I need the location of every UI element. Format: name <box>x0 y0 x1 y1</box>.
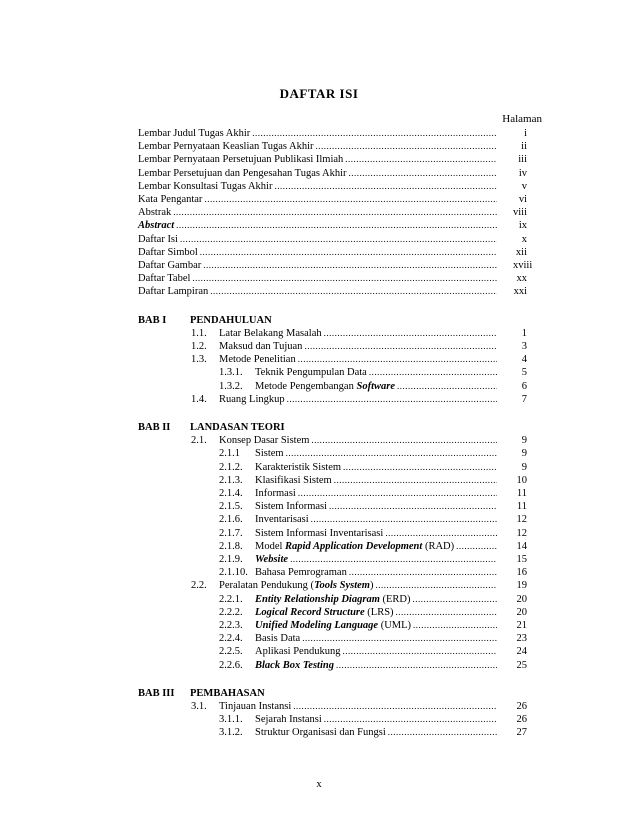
toc-entry-label <box>138 180 272 193</box>
toc-entry-number: 2.1.2. <box>219 461 243 473</box>
dot-leader <box>298 487 497 500</box>
toc-entry <box>138 167 527 180</box>
dot-leader <box>388 726 497 739</box>
toc-entry <box>138 180 527 193</box>
toc-entry-label <box>255 566 347 579</box>
dot-leader <box>396 606 497 619</box>
toc-entry-label <box>219 434 309 447</box>
dot-leader <box>298 353 497 366</box>
toc-entry-text: Konsep Dasar Sistem <box>219 435 310 447</box>
dot-leader <box>210 285 497 298</box>
chapter-heading <box>138 687 518 700</box>
toc-entry-italic-term: Software <box>356 380 395 392</box>
toc-entry-text: Ruang Lingkup <box>219 393 285 405</box>
toc-entry <box>138 153 527 166</box>
toc-entry <box>219 527 527 540</box>
toc-entry-label <box>255 726 386 739</box>
toc-entry-text: Lembar Persetujuan dan Pengesahan Tugas Akhir <box>138 167 347 179</box>
toc-entry <box>219 606 527 619</box>
toc-entry <box>219 632 527 645</box>
toc-entry <box>138 219 527 232</box>
toc-entry-text: Sistem Informasi Inventarisasi <box>255 527 384 539</box>
toc-entry-label <box>255 513 309 526</box>
dot-leader <box>173 206 497 219</box>
dot-leader <box>316 140 497 153</box>
toc-entry-number: 2.1. <box>191 435 207 447</box>
toc-entry <box>219 513 527 526</box>
toc-entry <box>138 285 527 298</box>
toc-entry-page: 4 <box>521 354 527 366</box>
toc-entry <box>138 246 527 259</box>
toc-entry <box>219 619 527 632</box>
toc-entry <box>191 353 527 366</box>
toc-entry-label <box>138 206 171 219</box>
dot-leader <box>286 447 497 460</box>
toc-entry-number: 2.1.7. <box>219 527 243 539</box>
toc-entry-page: 20 <box>516 606 527 618</box>
toc-entry-text: Lembar Judul Tugas Akhir <box>138 128 251 139</box>
dot-leader <box>413 619 497 632</box>
toc-entry-number: 3.1.2. <box>219 727 243 739</box>
toc-entry-label <box>138 167 347 180</box>
dot-leader <box>324 713 497 726</box>
dot-leader <box>349 566 497 579</box>
toc-entry <box>138 233 527 246</box>
toc-entry-label <box>255 527 383 540</box>
toc-entry-page: 26 <box>516 701 527 712</box>
dot-leader <box>375 579 497 592</box>
toc-entry-number: 1.2. <box>191 341 207 352</box>
toc-entry-label <box>138 153 343 166</box>
toc-entry-suffix: (LRS) <box>364 606 394 618</box>
toc-entry <box>191 434 527 447</box>
dot-leader <box>311 513 497 526</box>
toc-entry-label <box>255 606 394 619</box>
toc-entry-text: Daftar Tabel <box>138 273 191 285</box>
toc-entry-label <box>255 713 322 726</box>
toc-entry-suffix: (RAD) <box>422 540 455 552</box>
toc-entry-page: 3 <box>521 341 527 352</box>
toc-entry-text: Sistem Informasi <box>255 501 328 513</box>
toc-entry <box>219 713 527 726</box>
toc-entry-text: Daftar Lampiran <box>138 286 209 298</box>
toc-entry <box>191 393 527 406</box>
toc-entry-label <box>138 219 174 232</box>
toc-entry-text: Maksud dan Tujuan <box>219 341 303 352</box>
toc-entry-page: 1 <box>521 327 527 339</box>
toc-entry-label <box>219 327 322 340</box>
toc-entry-number: 1.1. <box>191 327 207 339</box>
toc-entry <box>191 327 527 340</box>
toc-entry-page: 26 <box>516 714 527 726</box>
toc-entry-label <box>255 447 284 460</box>
toc-entry-label <box>255 553 288 566</box>
toc-entry-text: Aplikasi Pendukung <box>255 646 341 658</box>
toc-entry-label <box>255 366 367 379</box>
toc-entry-label <box>255 593 410 606</box>
toc-entry-page: xxi <box>513 286 527 298</box>
toc-entry-number: 2.2.6. <box>219 659 243 671</box>
toc-entry-label <box>219 579 373 592</box>
toc-entry-text: Teknik Pengumpulan Data <box>255 367 367 379</box>
toc-entry-text: Abstract <box>138 220 175 232</box>
toc-entry-suffix: (UML) <box>378 620 412 631</box>
dot-leader <box>311 434 497 447</box>
dot-leader <box>252 127 497 140</box>
toc-entry-page: i <box>524 128 527 139</box>
dot-leader <box>200 246 497 259</box>
toc-entry-number: 2.2.1. <box>219 593 243 605</box>
toc-entry-page: 21 <box>516 620 527 631</box>
toc-entry-label <box>255 619 411 632</box>
chapter-title: PEMBAHASAN <box>190 687 265 699</box>
dot-leader <box>349 167 497 180</box>
toc-entry <box>138 140 527 153</box>
toc-entry-text: Metode Penelitian <box>219 354 296 366</box>
chapter-number: BAB III <box>138 687 175 699</box>
toc-entry-number: 2.1.6. <box>219 514 243 526</box>
toc-entry <box>138 206 527 219</box>
toc-entry-label <box>138 272 190 285</box>
toc-entry-page: 11 <box>516 488 527 499</box>
toc-entry-italic-term: Website <box>255 554 289 565</box>
toc-entry-label <box>219 353 296 366</box>
toc-entry-number: 2.2.4. <box>219 633 243 645</box>
dot-leader <box>334 474 497 487</box>
toc-entry-page: 6 <box>521 380 527 392</box>
toc-entry-label <box>138 193 202 206</box>
toc-entry-italic-term: Black Box Testing <box>255 659 334 671</box>
toc-entry-text: Lembar Pernyataan Keaslian Tugas Akhir <box>138 141 314 153</box>
toc-entry-page: 11 <box>516 501 527 513</box>
toc-entry-italic-term: Tools System <box>314 580 370 592</box>
toc-entry-number: 2.1.9. <box>219 554 243 565</box>
toc-entry-label <box>255 461 341 474</box>
toc-entry-text: Metode Pengembangan <box>255 380 357 392</box>
toc-entry-text: Lembar Konsultasi Tugas Akhir <box>138 180 273 192</box>
toc-entry-number: 2.2.2. <box>219 606 243 618</box>
toc-entry-text: Daftar Gambar <box>138 260 202 271</box>
toc-entry-text: Basis Data <box>255 633 301 645</box>
toc-entry-label <box>219 393 285 406</box>
toc-entry-page: 10 <box>516 474 527 486</box>
toc-entry-page: 7 <box>521 393 527 405</box>
toc-entry-page: 12 <box>516 527 527 539</box>
toc-entry <box>219 461 527 474</box>
toc-entry-page: 27 <box>516 727 527 739</box>
dot-leader <box>304 340 497 353</box>
toc-entry <box>219 474 527 487</box>
toc-entry-label <box>255 540 454 553</box>
toc-entry-page: x <box>521 233 527 245</box>
toc-entry-page: xx <box>516 273 527 285</box>
toc-entry-page: v <box>521 180 527 192</box>
dot-leader <box>345 153 497 166</box>
toc-entry-page: vi <box>518 194 527 205</box>
toc-entry-number: 3.1.1. <box>219 714 243 726</box>
toc-entry-text: Karakteristik Sistem <box>255 461 342 473</box>
toc-entry-page: xviii <box>513 260 533 271</box>
toc-entry-page: ii <box>521 141 527 153</box>
toc-entry-label <box>138 127 250 140</box>
dot-leader <box>456 540 497 553</box>
toc-entry-number: 2.1.10. <box>219 567 248 579</box>
toc-entry-suffix: ) <box>369 580 374 592</box>
toc-entry-label <box>219 340 302 353</box>
toc-entry <box>191 579 527 592</box>
toc-entry-number: 2.1.4. <box>219 488 243 499</box>
toc-entry-number: 2.2. <box>191 580 207 592</box>
toc-entry-text: Inventarisasi <box>255 514 309 526</box>
toc-entry-page: 16 <box>516 567 527 579</box>
toc-entry-page: xii <box>515 246 527 258</box>
toc-entry-number: 2.1.5. <box>219 501 243 513</box>
toc-entry-page: 9 <box>521 435 527 447</box>
toc-entry-number: 3.1. <box>191 701 207 712</box>
page-number-footer: x <box>316 779 322 790</box>
dot-leader <box>412 593 497 606</box>
dot-leader <box>385 527 497 540</box>
toc-entry <box>191 700 527 713</box>
toc-entry <box>219 566 527 579</box>
page-title: DAFTAR ISI <box>279 86 359 101</box>
toc-entry-number: 1.3.2. <box>219 380 243 392</box>
dot-leader <box>180 233 497 246</box>
toc-entry <box>219 726 527 739</box>
toc-entry-text: Abstrak <box>138 207 172 219</box>
toc-entry-number: 2.2.5. <box>219 646 243 658</box>
toc-entry-page: 9 <box>521 461 527 473</box>
dot-leader <box>343 461 497 474</box>
dot-leader <box>203 259 497 272</box>
toc-entry-page: 15 <box>516 554 527 565</box>
toc-entry-text: Peralatan Pendukung ( <box>219 580 315 592</box>
toc-entry <box>138 193 527 206</box>
toc-entry-number: 2.1.8. <box>219 540 243 552</box>
toc-entry <box>219 487 527 500</box>
toc-entry-text: Tinjauan Instansi <box>219 701 292 712</box>
toc-entry-text: Daftar Isi <box>138 233 178 245</box>
dot-leader <box>176 219 497 232</box>
toc-entry <box>219 500 527 513</box>
toc-entry-italic-term: Rapid Application Development <box>285 540 423 552</box>
toc-entry-text: Lembar Pernyataan Persetujuan Publikasi Ilmiah <box>138 154 344 166</box>
toc-entry-label <box>255 487 296 500</box>
toc-entry-italic-term: Unified Modeling Language <box>255 620 379 631</box>
toc-entry-page: iv <box>518 167 527 179</box>
toc-entry-number: 1.4. <box>191 393 207 405</box>
toc-entry-label <box>255 380 395 393</box>
toc-entry <box>219 659 527 672</box>
dot-leader <box>324 327 497 340</box>
dot-leader <box>329 500 497 513</box>
dot-leader <box>274 180 497 193</box>
toc-entry <box>219 553 527 566</box>
toc-entry <box>138 259 533 272</box>
toc-entry-label <box>255 500 327 513</box>
chapter-heading <box>138 421 518 434</box>
toc-entry-label <box>219 700 291 713</box>
chapter-title: PENDAHULUAN <box>190 314 272 326</box>
toc-entry-text: Bahasa Pemrograman <box>255 567 347 579</box>
toc-entry-number: 2.2.3. <box>219 620 243 631</box>
dot-leader <box>293 700 497 713</box>
dot-leader <box>336 659 497 672</box>
toc-entry-page: 12 <box>516 514 527 526</box>
toc-entry-text: Daftar Simbol <box>138 246 198 258</box>
toc-entry-number: 2.1.1 <box>219 448 240 460</box>
halaman-header: Halaman <box>502 113 542 125</box>
chapter-heading <box>138 314 518 327</box>
toc-entry-page: 9 <box>521 448 527 460</box>
toc-entry-label <box>138 140 314 153</box>
toc-entry <box>219 366 527 379</box>
toc-entry-text: Model <box>255 540 286 552</box>
chapter-number: BAB I <box>138 314 167 326</box>
dot-leader <box>397 380 497 393</box>
toc-entry-page: 5 <box>521 367 527 379</box>
toc-entry-number: 1.3. <box>191 354 207 366</box>
toc-entry-page: 25 <box>516 659 527 671</box>
toc-entry-text: Klasifikasi Sistem <box>255 474 332 486</box>
toc-entry <box>219 645 527 658</box>
toc-entry-text: Informasi <box>255 488 296 499</box>
toc-entry-page: 14 <box>516 540 527 552</box>
toc-entry-label <box>138 233 178 246</box>
toc-entry <box>219 593 527 606</box>
toc-entry <box>219 540 527 553</box>
toc-entry-text: Struktur Organisasi dan Fungsi <box>255 727 386 739</box>
dot-leader <box>192 272 497 285</box>
toc-entry-page: iii <box>518 154 527 166</box>
chapter-number: BAB II <box>138 422 171 433</box>
toc-entry-text: Sejarah Instansi <box>255 714 322 726</box>
toc-entry-page: 20 <box>516 593 527 605</box>
toc-entry-page: ix <box>518 220 527 232</box>
dot-leader <box>369 366 497 379</box>
toc-entry-label <box>138 285 208 298</box>
dot-leader <box>290 553 497 566</box>
dot-leader <box>287 393 497 406</box>
dot-leader <box>302 632 497 645</box>
toc-entry-italic-term: Entity Relationship Diagram <box>255 593 380 605</box>
toc-entry-page: 24 <box>516 646 527 658</box>
toc-entry-page: viii <box>513 207 528 219</box>
toc-entry-label <box>138 246 198 259</box>
toc-entry <box>191 340 527 353</box>
toc-entry-text: Latar Belakang Masalah <box>219 327 322 339</box>
toc-entry-number: 1.3.1. <box>219 367 243 379</box>
toc-entry-text: Sistem <box>255 448 284 460</box>
toc-entry <box>219 380 527 393</box>
toc-entry-label <box>255 659 334 672</box>
chapter-title: LANDASAN TEORI <box>190 422 285 433</box>
toc-entry-number: 2.1.3. <box>219 474 243 486</box>
toc-entry-label <box>255 474 332 487</box>
toc-entry <box>138 272 527 285</box>
toc-entry-suffix: (ERD) <box>379 593 411 605</box>
toc-entry-label <box>138 259 201 272</box>
toc-entry-label <box>255 632 300 645</box>
toc-entry-italic-term: Logical Record Structure <box>255 606 365 618</box>
dot-leader <box>342 645 497 658</box>
toc-entry <box>138 127 527 140</box>
toc-entry-page: 19 <box>516 580 527 592</box>
toc-entry-page: 23 <box>516 633 527 645</box>
toc-entry-text: Kata Pengantar <box>138 194 203 205</box>
toc-entry-label <box>255 645 340 658</box>
dot-leader <box>204 193 497 206</box>
toc-entry <box>219 447 527 460</box>
